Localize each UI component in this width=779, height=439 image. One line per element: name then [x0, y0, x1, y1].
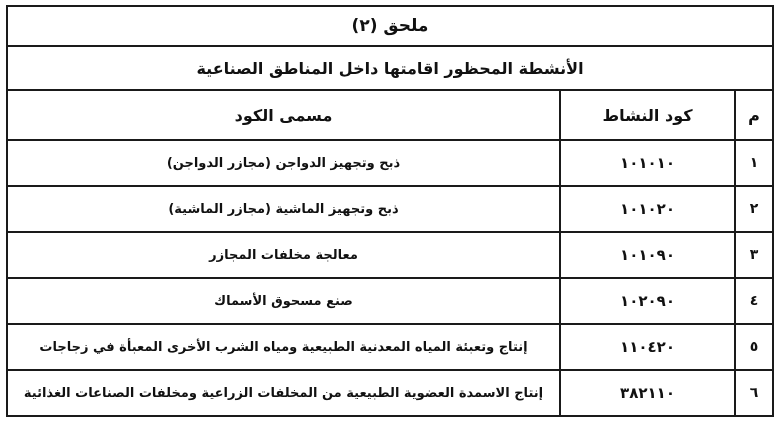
- activity-name: إنتاج وتعبئة المياه المعدنية الطبيعية ومياه الشرب الأخرى المعبأة في زجاجات: [7, 324, 560, 370]
- row-number: ٥: [735, 324, 773, 370]
- header-row: [7, 90, 773, 140]
- table-row: [7, 186, 773, 232]
- row-number: ٣: [735, 232, 773, 278]
- header-code-name: مسمى الكود: [7, 90, 560, 140]
- activity-name: ذبح وتجهيز الدواجن (مجازر الدواجن): [7, 140, 560, 186]
- table-row: [7, 324, 773, 370]
- activity-code: ١١٠٤٢٠: [560, 324, 735, 370]
- activity-code: ١٠١٠٢٠: [560, 186, 735, 232]
- table-row: [7, 140, 773, 186]
- activity-code: ١٠٢٠٩٠: [560, 278, 735, 324]
- row-number: ٤: [735, 278, 773, 324]
- annex-table: [6, 5, 774, 417]
- row-number: ٢: [735, 186, 773, 232]
- subtitle-row: [7, 46, 773, 90]
- table-row: [7, 232, 773, 278]
- table-row: [7, 370, 773, 416]
- annex-subtitle: الأنشطة المحظور اقامتها داخل المناطق الصناعية: [7, 46, 773, 90]
- activity-name: صنع مسحوق الأسماك: [7, 278, 560, 324]
- activity-name: معالجة مخلفات المجازر: [7, 232, 560, 278]
- header-number: م: [735, 90, 773, 140]
- activity-code: ١٠١٠٩٠: [560, 232, 735, 278]
- header-activity-code: كود النشاط: [560, 90, 735, 140]
- row-number: ٦: [735, 370, 773, 416]
- activity-code: ١٠١٠١٠: [560, 140, 735, 186]
- table-row: [7, 278, 773, 324]
- activity-code: ٣٨٢١١٠: [560, 370, 735, 416]
- activity-name: ذبح وتجهيز الماشية (مجازر الماشية): [7, 186, 560, 232]
- title-row: [7, 6, 773, 46]
- activity-name: إنتاج الاسمدة العضوية الطبيعية من المخلفات الزراعية ومخلفات الصناعات الغذائية: [7, 370, 560, 416]
- annex-title: ملحق (٢): [7, 6, 773, 46]
- row-number: ١: [735, 140, 773, 186]
